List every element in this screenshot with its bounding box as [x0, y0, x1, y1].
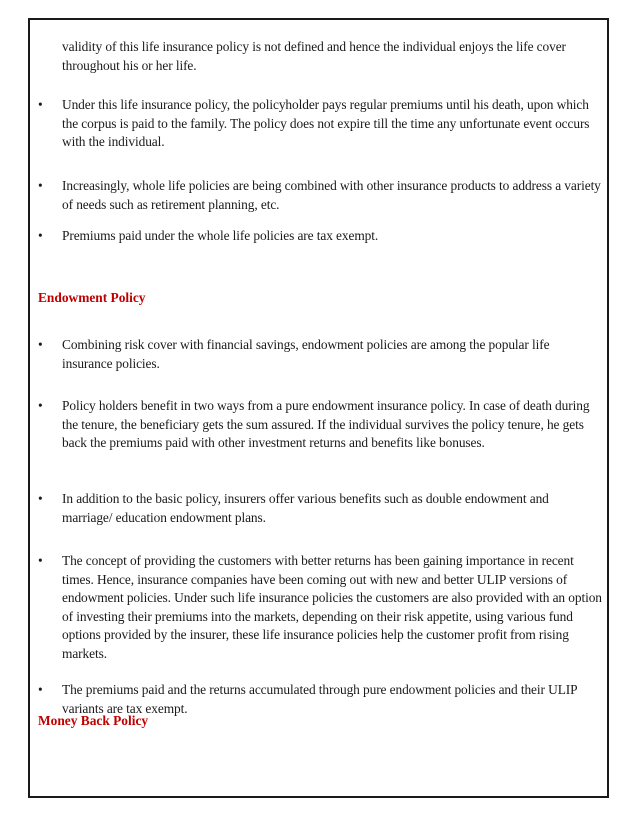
- bullet-marker: •: [38, 682, 43, 697]
- bullet-marker: •: [38, 553, 43, 568]
- whole-life-bullet-1: Under this life insurance policy, the policyholder pays regular premiums until his death, upon which the corpus is paid to the family. The policy does not expire till the time any unfortunate event occurs with the individual.: [62, 97, 590, 149]
- bullet-marker: •: [38, 337, 43, 352]
- bullet-marker: •: [38, 97, 43, 112]
- continuation-paragraph: validity of this life insurance policy is not defined and hence the individual enjoys the life cover throughout his or her life.: [62, 39, 566, 73]
- endowment-bullet-1: Combining risk cover with financial savings, endowment policies are among the popular life insurance policies.: [62, 337, 550, 371]
- whole-life-bullet-3: Premiums paid under the whole life policies are tax exempt.: [62, 228, 379, 243]
- endowment-bullet-2: Policy holders benefit in two ways from a pure endowment insurance policy. In case of death during the tenure, the beneficiary gets the sum assured. If the individual survives the policy tenure, he gets back the premiums paid with other investment returns and benefits like bonuses.: [62, 398, 590, 450]
- endowment-bullet-5: The premiums paid and the returns accumulated through pure endowment policies and their ULIP variants are tax exempt.: [62, 682, 577, 716]
- endowment-heading: Endowment Policy: [38, 290, 146, 305]
- bullet-marker: •: [38, 228, 43, 243]
- endowment-bullet-4: The concept of providing the customers with better returns has been gaining importance in recent times. Hence, insurance companies have been coming out with new and better ULIP versions of endowment policies. Under such life insurance policies the customers are also provided with an option of investing their premiums into the markets, depending on their risk appetite, using various fund options provided by the insurer, these life insurance policies help the customer profit from rising markets.: [62, 553, 602, 661]
- money-back-heading: Money Back Policy: [38, 713, 149, 728]
- whole-life-bullet-2: Increasingly, whole life policies are being combined with other insurance products to address a variety of needs such as retirement planning, etc.: [62, 178, 601, 212]
- bullet-marker: •: [38, 178, 43, 193]
- bullet-marker: •: [38, 491, 43, 506]
- endowment-bullet-3: In addition to the basic policy, insurers offer various benefits such as double endowment and marriage/ education endowment plans.: [62, 491, 549, 525]
- bullet-marker: •: [38, 398, 43, 413]
